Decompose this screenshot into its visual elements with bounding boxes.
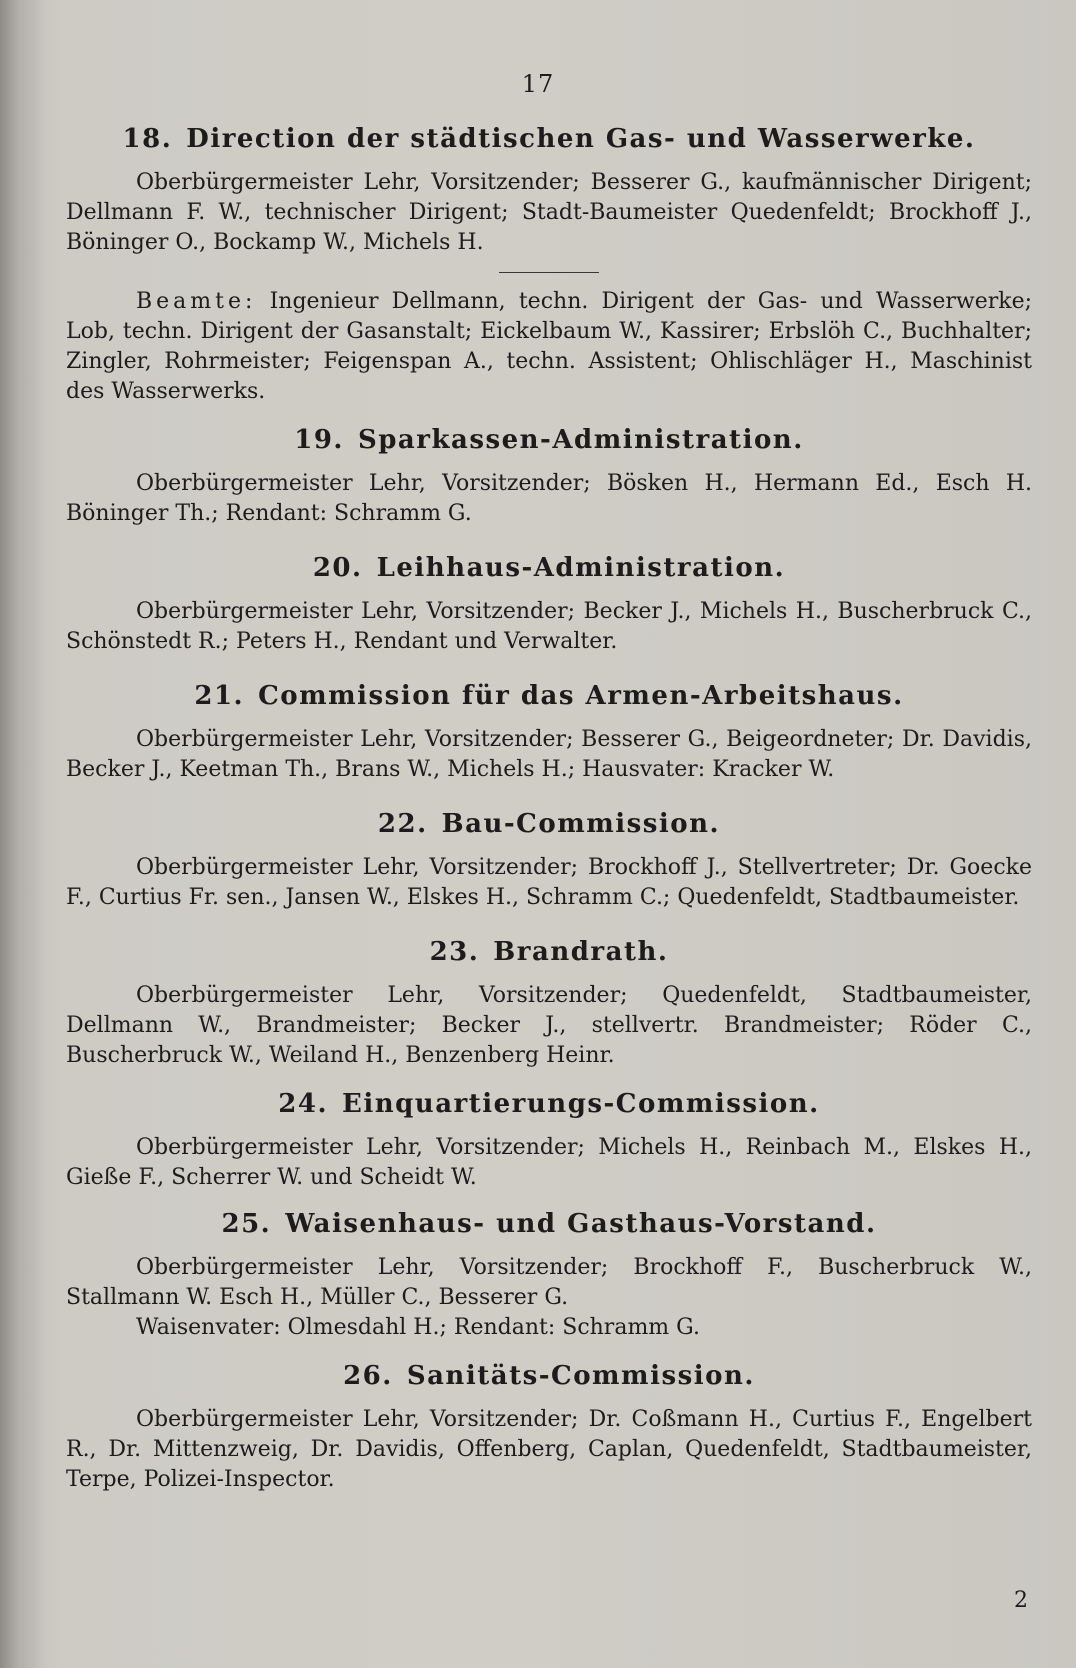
- section-paragraph: Oberbürgermeister Lehr, Vorsitzender; Besserer G., Beigeordneter; Dr. Davidis, Becker J., Keetman Th., Brans W., Michels H.; Hausvater: Kracker W.: [66, 727, 1032, 782]
- officials-list: Ingenieur Dellmann, techn. Dirigent der Gas- und Wasserwerke; Lob, techn. Dirigent der Gasanstalt; Eickelbaum W., Kassirer; Erbslöh C., Buchhalter; Zingler, Rohrmeister; Feigenspan A., techn. Assistent; Ohlischläger H., Maschinist des Wasserwerks.: [66, 289, 1033, 404]
- section-26: [66, 1359, 1032, 1495]
- section-title: Waisenhaus- und Gasthaus-Vorstand.: [285, 1209, 877, 1239]
- page-binding-shadow: [0, 0, 44, 1668]
- section-title: Brandrath.: [493, 937, 669, 967]
- section-title: Commission für das Armen-Arbeitshaus.: [258, 681, 904, 711]
- section-number: 26.: [343, 1361, 393, 1391]
- section-paragraph: Oberbürgermeister Lehr, Vorsitzender; Bösken H., Hermann Ed., Esch H. Böninger Th.; Rendant: Schramm G.: [66, 471, 1032, 526]
- section-23: [66, 935, 1032, 1071]
- section-25: [66, 1207, 1032, 1343]
- section-title: Direction der städtischen Gas- und Wasserwerke.: [186, 124, 976, 154]
- section-paragraph: Oberbürgermeister Lehr, Vorsitzender; Brockhoff J., Stellvertreter; Dr. Goecke F., Curtius Fr. sen., Jansen W., Elskes H., Schramm C.; Quedenfeldt, Stadtbaumeister.: [66, 855, 1032, 910]
- section-heading: [66, 122, 1032, 156]
- section-20: [66, 551, 1032, 657]
- section-18: [66, 122, 1032, 407]
- section-paragraph: Oberbürgermeister Lehr, Vorsitzender; Becker J., Michels H., Buscherbruck C., Schönstedt R.; Peters H., Rendant und Verwalter.: [66, 599, 1032, 654]
- section-number: 22.: [377, 809, 428, 839]
- section-heading: [66, 423, 1032, 457]
- section-number: 20.: [312, 553, 363, 583]
- section-21: [66, 679, 1032, 785]
- section-paragraph: Oberbürgermeister Lehr, Vorsitzender; Dr. Coßmann H., Curtius F., Engelbert R., Dr. Mittenzweig, Dr. Davidis, Offenberg, Caplan, Quedenfeldt, Stadtbaumeister, Terpe, Polizei-Inspector.: [66, 1407, 1032, 1492]
- section-number: 23.: [429, 937, 480, 967]
- page-content: [66, 122, 1032, 1495]
- divider-rule: [499, 272, 599, 273]
- section-number: 25.: [221, 1209, 272, 1239]
- section-number: 18.: [122, 124, 173, 154]
- section-title: Einquartierungs-Commission.: [342, 1089, 820, 1119]
- section-22: [66, 807, 1032, 913]
- section-heading: [66, 679, 1032, 713]
- section-heading: [66, 807, 1032, 841]
- section-24: [66, 1087, 1032, 1193]
- section-number: 24.: [278, 1089, 329, 1119]
- section-paragraph: Oberbürgermeister Lehr, Vorsitzender; Brockhoff F., Buscherbruck W., Stallmann W. Esch H., Müller C., Besserer G.: [66, 1255, 1032, 1310]
- section-title: Bau-Commission.: [441, 809, 721, 839]
- section-heading: [66, 1087, 1032, 1121]
- section-title: Sparkassen-Administration.: [357, 425, 804, 455]
- section-title: Sanitäts-Commission.: [406, 1361, 755, 1391]
- section-heading: [66, 1359, 1032, 1393]
- section-heading: [66, 935, 1032, 969]
- page-number: 17: [521, 70, 555, 98]
- signature-mark: 2: [1014, 1588, 1028, 1613]
- officials-label: Beamte:: [136, 289, 257, 314]
- section-heading: [66, 551, 1032, 585]
- section-paragraph: Waisenvater: Olmesdahl H.; Rendant: Schramm G.: [136, 1315, 700, 1340]
- section-number: 19.: [294, 425, 344, 455]
- section-19: [66, 423, 1032, 529]
- section-heading: [66, 1207, 1032, 1241]
- section-paragraph: Oberbürgermeister Lehr, Vorsitzender; Quedenfeldt, Stadtbaumeister, Dellmann W., Brandmeister; Becker J., stellvertr. Brandmeister; Röder C., Buscherbruck W., Weiland H., Benzenberg Heinr.: [66, 983, 1032, 1068]
- section-title: Leihhaus-Administration.: [376, 553, 786, 583]
- officials-paragraph: [66, 287, 1032, 407]
- section-paragraph: Oberbürgermeister Lehr, Vorsitzender; Michels H., Reinbach M., Elskes H., Gieße F., Scherrer W. und Scheidt W.: [66, 1135, 1032, 1190]
- section-number: 21.: [194, 681, 245, 711]
- section-paragraph: Oberbürgermeister Lehr, Vorsitzender; Besserer G., kaufmännischer Dirigent; Dellmann F. W., technischer Dirigent; Stadt-Baumeister Quedenfeldt; Brockhoff J., Böninger O., Bockamp W., Michels H.: [66, 170, 1032, 255]
